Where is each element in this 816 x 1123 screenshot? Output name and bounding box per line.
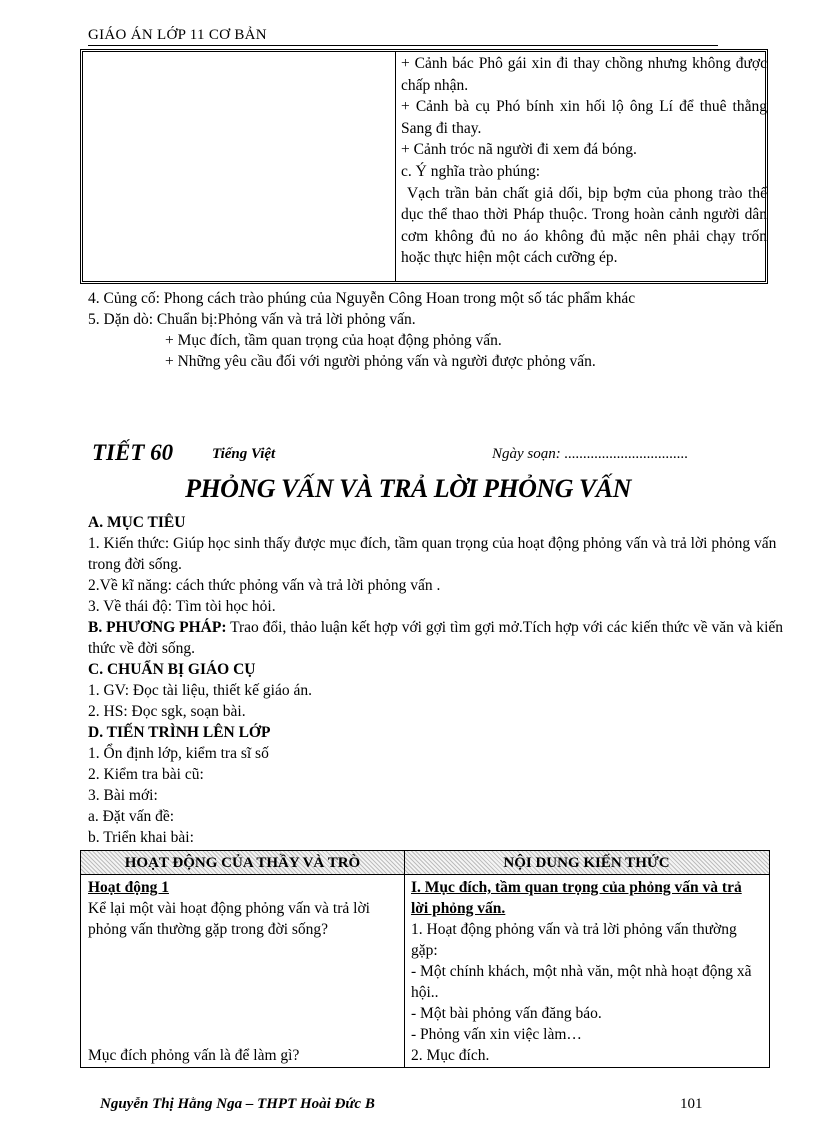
table-right-column (401, 53, 767, 269)
lesson-number: TIẾT 60 (92, 440, 174, 465)
process-step: b. Triển khai bài: (88, 829, 194, 846)
lesson-date: Ngày soạn: ................................. (492, 446, 689, 462)
consolidation: 4. Củng cố: Phong cách trào phúng của Nguyễn Công Hoan trong một số tác phẩm khác (88, 290, 636, 307)
table-head-content: NỘI DUNG KIẾN THỨC (404, 851, 769, 875)
activity-question: Kể lại một vài hoạt động phỏng vấn và trả lời phỏng vấn thường gặp trong đời sống? (88, 900, 370, 938)
section-d-heading: D. TIẾN TRÌNH LÊN LỚP (88, 724, 271, 741)
objective-knowledge: 1. Kiến thức: Giúp học sinh thấy được mục đích, tầm quan trọng của hoạt động phỏng vấn và trả lời phỏng vấn trong đời sống. (88, 535, 777, 573)
page-number: 101 (680, 1096, 703, 1112)
content-item: - Một bài phỏng vấn đăng báo. (411, 1005, 602, 1022)
homework-item: + Những yêu cầu đối với người phỏng vấn và người được phỏng vấn. (165, 353, 596, 370)
section-a-heading: A. MỤC TIÊU (88, 514, 186, 531)
spacer (88, 940, 394, 1045)
footer-author: Nguyễn Thị Hằng Nga – THPT Hoài Đức B (100, 1096, 375, 1112)
activity-heading: Hoạt động 1 (88, 879, 169, 896)
content-item: 1. Hoạt động phỏng vấn và trả lời phỏng vấn thường gặp: (411, 921, 737, 959)
section-b-text: Trao đổi, thảo luận kết hợp với gợi tìm gợi mở.Tích hợp với các kiến thức về văn và kiến thức về đời sống. (88, 619, 784, 657)
prep-teacher: 1. GV: Đọc tài liệu, thiết kế giáo án. (88, 682, 312, 699)
section-b (88, 617, 793, 659)
satire-text: Vạch trần bản chất giả dối, bịp bợm của phong trào thể dục thể thao thời Pháp thuộc. Trong hoàn cảnh người dân cơm không đủ no áo không đủ mặc nên phải chạy trốn hoặc thực hiện một cách cưỡng ép. (401, 184, 767, 267)
satire-heading: c. Ý nghĩa trào phúng: (401, 162, 541, 180)
page-header: GIÁO ÁN LỚP 11 CƠ BẢN (88, 27, 718, 46)
table-column-divider (404, 851, 405, 1067)
prep-student: 2. HS: Đọc sgk, soạn bài. (88, 703, 246, 720)
content-heading: I. Mục đích, tầm quan trọng của phỏng vấn và trả lời phỏng vấn. (411, 879, 742, 917)
objective-attitude: 3. Về thái độ: Tìm tòi học hỏi. (88, 598, 276, 615)
process-step: 2. Kiểm tra bài cũ: (88, 766, 204, 783)
process-step: 1. Ổn định lớp, kiểm tra sĩ số (88, 745, 269, 762)
homework-item: + Mục đích, tầm quan trọng của hoạt động phỏng vấn. (165, 332, 502, 349)
content-column (411, 877, 761, 1066)
content-item: - Phỏng vấn xin việc làm… (411, 1026, 582, 1043)
activity-question: Mục đích phỏng vấn là để làm gì? (88, 1047, 300, 1064)
scene-2: + Cảnh bà cụ Phó bính xin hối lộ ông Lí để thuê thằng Sang đi thay. (401, 98, 767, 137)
lesson-title: PHỎNG VẤN VÀ TRẢ LỜI PHỎNG VẤN (185, 474, 631, 503)
scene-1: + Cảnh bác Phô gái xin đi thay chồng nhưng không được chấp nhận. (401, 55, 767, 94)
continued-table (80, 49, 768, 284)
process-step: a. Đặt vấn đề: (88, 808, 175, 825)
process-step: 3. Bài mới: (88, 787, 158, 804)
content-item: 2. Mục đích. (411, 1047, 490, 1064)
lesson-subject: Tiếng Việt (212, 446, 276, 462)
scene-3: + Cảnh tróc nã người đi xem đá bóng. (401, 141, 637, 159)
table-head-activities: HOẠT ĐỘNG CỦA THẦY VÀ TRÒ (81, 851, 404, 875)
section-b-heading: B. PHƯƠNG PHÁP: (88, 619, 227, 636)
activity-table (80, 850, 770, 1068)
objective-skills: 2.Về kĩ năng: cách thức phỏng vấn và trả lời phỏng vấn . (88, 577, 441, 594)
section-c-heading: C. CHUẨN BỊ GIÁO CỤ (88, 661, 256, 678)
lesson-body (88, 512, 793, 848)
homework: 5. Dặn dò: Chuẩn bị:Phỏng vấn và trả lời phỏng vấn. (88, 311, 416, 328)
table-divider (395, 52, 396, 281)
activities-column (88, 877, 394, 1066)
content-item: - Một chính khách, một nhà văn, một nhà hoạt động xã hội.. (411, 963, 752, 1001)
